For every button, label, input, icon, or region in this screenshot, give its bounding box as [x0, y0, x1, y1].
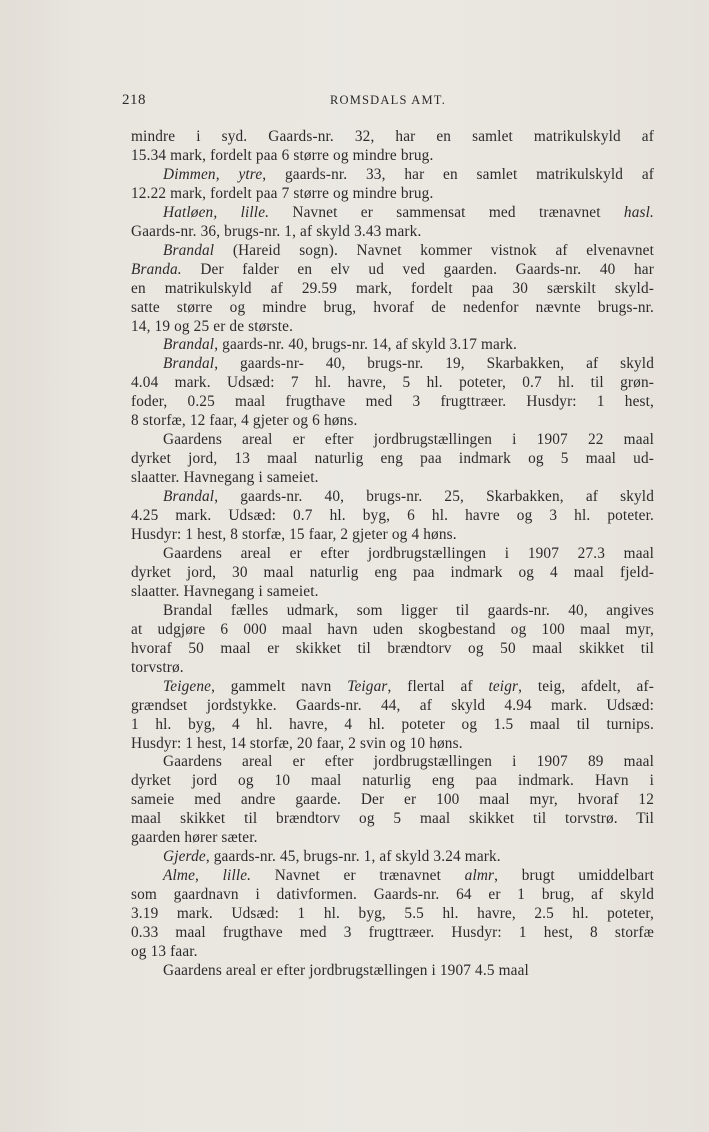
- paragraph: [131, 602, 654, 678]
- text-line: [131, 299, 654, 318]
- text-segment: 4.04 mark. Udsæd: 7 hl. havre, 5 hl. poteter, 0.7 hl. til grøn-: [131, 374, 654, 392]
- running-title: ROMSDALS AMT.: [329, 93, 447, 107]
- text-segment: Husdyr: 1 hest, 14 storfæ, 20 faar, 2 svin og 10 høns.: [131, 734, 463, 752]
- text-segment: , flertal af: [387, 677, 489, 695]
- paragraph: [131, 545, 654, 602]
- italic-segment: Brandal: [163, 241, 215, 259]
- text-segment: dyrket jord og 10 maal naturlig eng paa indmark. Havn i: [131, 772, 654, 790]
- text-line: [131, 772, 654, 791]
- text-segment: som gaardnavn i dativformen. Gaards-nr. 64 er 1 brug, af skyld: [131, 886, 654, 904]
- text-segment: 0.33 maal frugthave med 3 frugttræer. Husdyr: 1 hest, 8 storfæ: [131, 924, 654, 942]
- text-segment: Navnet er trænavnet: [251, 867, 465, 885]
- text-line: [131, 716, 654, 735]
- text-line: [131, 147, 654, 166]
- text-segment: 15.34 mark, fordelt paa 6 større og mindre brug.: [131, 146, 434, 164]
- italic-segment: Teigar: [347, 677, 388, 695]
- text-segment: Brandal fælles udmark, som ligger til gaards-nr. 40, angives: [163, 601, 654, 619]
- text-segment: gaarden hører sæter.: [131, 829, 258, 847]
- text-line: [131, 829, 654, 848]
- body-text: [131, 128, 654, 981]
- page-header: [122, 92, 654, 112]
- text-segment: Gaardens areal er efter jordbrugstællingen i 1907 27.3 maal: [163, 544, 654, 562]
- text-line: [131, 678, 654, 697]
- text-line: [131, 507, 654, 526]
- text-segment: grændset jordstykke. Gaards-nr. 44, af skyld 4.94 mark. Udsæd:: [131, 696, 654, 714]
- text-segment: 4.25 mark. Udsæd: 0.7 hl. byg, 6 hl. havre og 3 hl. poteter.: [131, 507, 654, 525]
- text-segment: dyrket jord, 30 maal naturlig eng paa indmark og 4 maal fjeld-: [131, 563, 654, 581]
- text-segment: slaatter. Havnegang i sameiet.: [131, 582, 319, 600]
- text-segment: , gaards-nr- 40, brugs-nr. 19, Skarbakken, af skyld: [214, 355, 654, 373]
- text-segment: Gaards-nr. 36, brugs-nr. 1, af skyld 3.43 mark.: [131, 222, 422, 240]
- text-line: [131, 374, 654, 393]
- text-segment: dyrket jord, 13 maal naturlig eng paa indmark og 5 maal ud-: [131, 450, 654, 468]
- text-segment: foder, 0.25 maal frugthave med 3 frugttræer. Husdyr: 1 hest,: [131, 393, 654, 411]
- text-line: [131, 166, 654, 185]
- text-segment: (Hareid sogn). Navnet kommer vistnok af elvenavnet: [214, 241, 654, 259]
- text-segment: satte større og mindre brug, hvoraf de nedenfor nævnte brugs-nr.: [131, 298, 654, 316]
- page-number: 218: [122, 92, 146, 108]
- text-line: [131, 545, 654, 564]
- text-line: [131, 621, 654, 640]
- text-line: [131, 318, 654, 337]
- text-line: [131, 450, 654, 469]
- text-segment: 14, 19 og 25 er de største.: [131, 317, 294, 335]
- italic-segment: teigr: [488, 677, 519, 695]
- text-line: [131, 962, 654, 981]
- paragraph: [131, 336, 654, 355]
- paragraph: [131, 166, 654, 204]
- italic-segment: Branda.: [131, 260, 182, 278]
- text-segment: sameie med andre gaarde. Der er 100 maal myr, hvoraf 12: [131, 791, 654, 809]
- text-segment: slaatter. Havnegang i sameiet.: [131, 469, 319, 487]
- text-line: [131, 886, 654, 905]
- paragraph: [131, 431, 654, 488]
- text-line: [131, 583, 654, 602]
- text-line: [131, 128, 654, 147]
- italic-segment: Brandal: [163, 488, 215, 506]
- text-segment: en matrikulskyld af 29.59 mark, fordelt paa 30 særskilt skyld-: [131, 279, 654, 297]
- paragraph: [131, 488, 654, 545]
- text-line: [131, 280, 654, 299]
- text-line: [131, 488, 654, 507]
- text-line: [131, 242, 654, 261]
- text-line: [131, 336, 654, 355]
- text-line: [131, 355, 654, 374]
- text-segment: mindre i syd. Gaards-nr. 32, har en samlet matrikulskyld af: [131, 128, 654, 145]
- text-segment: 3.19 mark. Udsæd: 1 hl. byg, 5.5 hl. havre, 2.5 hl. poteter,: [131, 905, 654, 923]
- text-segment: og 13 faar.: [131, 942, 198, 960]
- text-line: [131, 431, 654, 450]
- text-line: [131, 735, 654, 754]
- text-line: [131, 810, 654, 829]
- paragraph: [131, 753, 654, 848]
- paragraph: [131, 128, 654, 166]
- text-segment: Navnet er sammensat med trænavnet: [269, 203, 624, 221]
- italic-segment: Hatløen, lille.: [163, 203, 270, 221]
- text-line: [131, 393, 654, 412]
- text-line: [131, 905, 654, 924]
- text-segment: maal skikket til brændtorv og 5 maal skikket til torvstrø. Til: [131, 810, 654, 828]
- italic-segment: hasl.: [623, 203, 654, 221]
- text-segment: Gaardens areal er efter jordbrugstællingen i 1907 4.5 maal: [163, 961, 529, 979]
- text-segment: at udgjøre 6 000 maal havn uden skogbestand og 100 maal myr,: [131, 620, 654, 638]
- text-line: [131, 526, 654, 545]
- text-line: [131, 753, 654, 772]
- text-segment: 1 hl. byg, 4 hl. havre, 4 hl. poteter og 1.5 maal til turnips.: [131, 715, 654, 733]
- text-line: [131, 848, 654, 867]
- italic-segment: Brandal: [163, 336, 215, 354]
- paragraph: [131, 204, 654, 242]
- text-line: [131, 867, 654, 886]
- text-segment: , brugt umiddelbart: [494, 867, 654, 885]
- paragraph: [131, 242, 654, 337]
- text-line: [131, 924, 654, 943]
- text-segment: torvstrø.: [131, 658, 184, 676]
- text-line: [131, 697, 654, 716]
- text-segment: Der falder en elv ud ved gaarden. Gaards-nr. 40 har: [181, 260, 654, 278]
- text-line: [131, 185, 654, 204]
- text-line: [131, 223, 654, 242]
- text-segment: Gaardens areal er efter jordbrugstællingen i 1907 22 maal: [163, 431, 654, 449]
- paragraph: [131, 962, 654, 981]
- paragraph: [131, 355, 654, 431]
- text-segment: , gaards-nr. 33, har en samlet matrikulskyld af: [262, 165, 655, 183]
- text-line: [131, 791, 654, 810]
- text-segment: Gaardens areal er efter jordbrugstællingen i 1907 89 maal: [163, 753, 654, 771]
- text-segment: , gammelt navn: [211, 677, 348, 695]
- text-line: [131, 564, 654, 583]
- text-line: [131, 659, 654, 678]
- text-line: [131, 261, 654, 280]
- text-segment: hvoraf 50 maal er skikket til brændtorv og 50 maal skikket til: [131, 639, 654, 657]
- text-segment: , gaards-nr. 40, brugs-nr. 25, Skarbakken, af skyld: [214, 488, 654, 506]
- paragraph: [131, 678, 654, 754]
- text-line: [131, 640, 654, 659]
- italic-segment: Teigene: [163, 677, 212, 695]
- text-segment: , teig, afdelt, af-: [518, 677, 654, 695]
- text-line: [131, 204, 654, 223]
- text-line: [131, 602, 654, 621]
- text-line: [131, 943, 654, 962]
- text-line: [131, 469, 654, 488]
- text-segment: 12.22 mark, fordelt paa 7 større og mindre brug.: [131, 184, 434, 202]
- italic-segment: almr: [464, 867, 495, 885]
- italic-segment: Brandal: [163, 355, 215, 373]
- text-line: [131, 412, 654, 431]
- text-segment: Husdyr: 1 hest, 8 storfæ, 15 faar, 2 gjeter og 4 høns.: [131, 526, 457, 544]
- paragraph: [131, 867, 654, 962]
- text-segment: , gaards-nr. 45, brugs-nr. 1, af skyld 3.24 mark.: [205, 848, 501, 866]
- italic-segment: Gjerde: [163, 848, 206, 866]
- italic-segment: Alme, lille.: [163, 867, 252, 885]
- paragraph: [131, 848, 654, 867]
- text-segment: 8 storfæ, 12 faar, 4 gjeter og 6 høns.: [131, 412, 358, 430]
- text-segment: , gaards-nr. 40, brugs-nr. 14, af skyld 3.17 mark.: [214, 336, 517, 354]
- italic-segment: Dimmen, ytre: [163, 165, 263, 183]
